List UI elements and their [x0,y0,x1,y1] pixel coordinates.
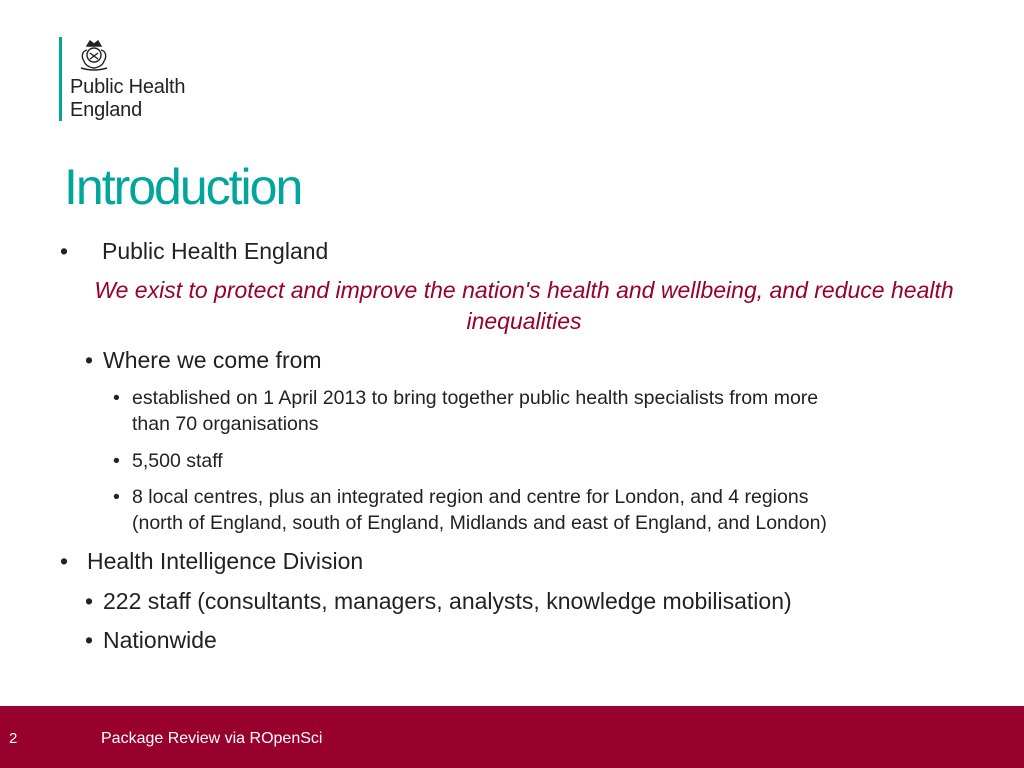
bullet-icon: • [85,588,94,614]
bullet-icon: • [113,486,120,508]
royal-crest-icon [76,37,112,73]
mission-statement: We exist to protect and improve the nation's health and wellbeing, and reduce health inequalities [94,277,954,334]
bullet-staff-count: 5,500 staff [132,450,223,472]
bullet-icon: • [60,548,69,574]
bullet-local-centres: 8 local centres, plus an integrated region and centre for London, and 4 regions [132,486,809,508]
bullet-nationwide: Nationwide [103,627,217,653]
logo-divider [59,37,62,121]
bullet-established-cont: than 70 organisations [132,413,319,435]
page-number: 2 [9,730,18,747]
bullet-established: established on 1 April 2013 to bring together public health specialists from more [132,387,819,409]
slide-footer [0,706,1024,768]
slide-title: Introduction [64,159,302,215]
bullet-icon: • [60,238,69,264]
bullet-icon: • [113,387,120,409]
bullet-health-intelligence-division: Health Intelligence Division [87,548,364,574]
bullet-222-staff: 222 staff (consultants, managers, analysts, knowledge mobilisation) [103,588,792,614]
bullet-icon: • [113,450,120,472]
bullet-public-health-england: Public Health England [102,238,329,264]
logo-wordmark [70,76,185,122]
bullet-local-centres-cont: (north of England, south of England, Midlands and east of England, and London) [132,512,827,534]
bullet-where-we-come-from: Where we come from [103,347,322,373]
footer-title: Package Review via ROpenSci [101,730,323,747]
bullet-icon: • [85,347,94,373]
bullet-icon: • [85,627,94,653]
logo-line-2: England [70,99,142,121]
logo-line-1: Public Health [70,76,186,98]
